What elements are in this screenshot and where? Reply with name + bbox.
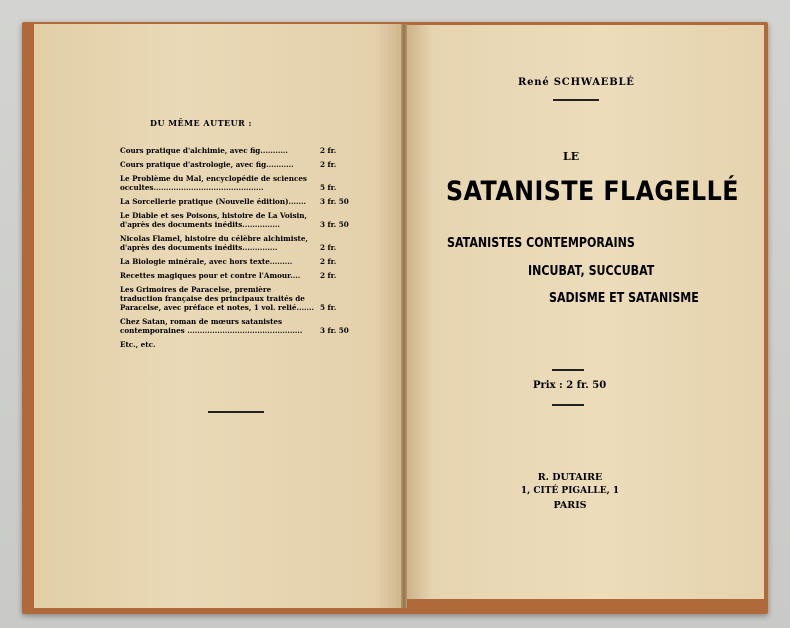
list-item — [120, 174, 365, 192]
work-price: 3 fr. 50 — [320, 197, 349, 206]
decorative-rule — [552, 369, 584, 371]
book-title: SATANISTE FLAGELLÉ — [446, 176, 739, 207]
work-price: 2 fr. — [320, 257, 337, 266]
work-title: Le Diable et ses Poisons, histoire de La Voisin, d'après des documents inédits............... — [120, 211, 307, 229]
work-price: 3 fr. 50 — [320, 220, 349, 229]
list-item — [120, 211, 365, 229]
work-title: Recettes magiques pour et contre l'Amour.... — [120, 271, 301, 280]
title-article: LE — [563, 150, 580, 163]
book-price: Prix : 2 fr. 50 — [533, 380, 607, 391]
work-price: 2 fr. — [320, 271, 337, 280]
decorative-rule — [552, 404, 584, 406]
publisher-address: 1, CITÉ PIGALLE, 1 — [520, 486, 620, 496]
list-item — [120, 257, 365, 266]
work-price: 3 fr. 50 — [320, 326, 349, 335]
list-item — [120, 271, 365, 280]
list-item — [120, 317, 365, 335]
list-item — [120, 160, 365, 169]
list-item — [120, 197, 365, 206]
work-title: Nicolas Flamel, histoire du célèbre alchimiste, d'après des documents inédits.............. — [120, 234, 308, 252]
right-page — [404, 25, 764, 599]
work-price: 2 fr. — [320, 243, 337, 252]
work-title: Cours pratique d'astrologie, avec fig........... — [120, 160, 294, 169]
work-price: 5 fr. — [320, 303, 337, 312]
work-title: La Sorcellerie pratique (Nouvelle édition)....... — [120, 197, 306, 206]
publisher-city: PARIS — [553, 500, 587, 511]
etc-text: Etc., etc. — [120, 340, 156, 349]
author-name: René SCHWAEBLÉ — [518, 77, 635, 88]
work-title: Le Problème du Mal, encyclopédie de sciences occultes............................................ — [120, 174, 307, 192]
book-gutter — [401, 24, 407, 608]
work-title: Chez Satan, roman de mœurs satanistes contemporaines .............................................. — [120, 317, 303, 335]
work-price: 2 fr. — [320, 160, 337, 169]
works-heading: DU MÊME AUTEUR : — [150, 118, 252, 128]
publisher-name: R. DUTAIRE — [537, 472, 603, 483]
list-item — [120, 146, 365, 155]
subtitle-2: INCUBAT, SUCCUBAT — [528, 264, 655, 279]
subtitle-1: SATANISTES CONTEMPORAINS — [447, 236, 635, 251]
work-price: 5 fr. — [320, 183, 337, 192]
work-title: Cours pratique d'alchimie, avec fig........... — [120, 146, 288, 155]
list-item — [120, 234, 365, 252]
list-item — [120, 285, 365, 312]
work-price: 2 fr. — [320, 146, 337, 155]
decorative-rule — [553, 99, 599, 101]
subtitle-3: SADISME ET SATANISME — [549, 291, 699, 306]
work-title: Les Grimoires de Paracelse, première traduction française des principaux traités de Paracelse, avec préface et notes, 1 vol. relié....... — [120, 285, 314, 312]
works-list — [120, 146, 365, 349]
decorative-rule — [208, 411, 264, 413]
work-title: La Biologie minérale, avec hors texte......... — [120, 257, 293, 266]
